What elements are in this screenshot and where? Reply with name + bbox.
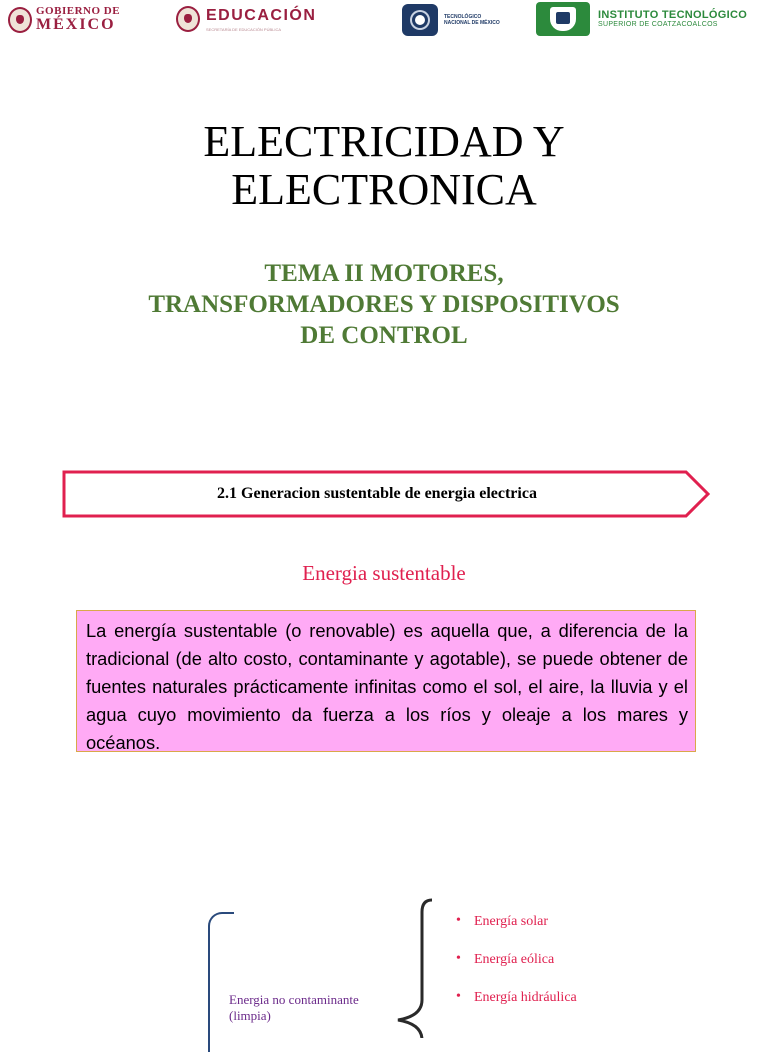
energy-heading: Energia sustentable <box>302 561 466 585</box>
bullet-icon: • <box>456 989 461 1004</box>
gobierno-de-mexico-logo <box>8 6 120 33</box>
tecnm-line1: TECNOLÓGICO <box>444 13 482 20</box>
title-line1: ELECTRICIDAD Y <box>203 117 565 166</box>
section-banner <box>62 470 712 518</box>
eagle-emblem-icon <box>8 7 32 33</box>
gear-emblem-icon <box>402 4 438 36</box>
energy-classification-diagram <box>0 880 768 1024</box>
energy-type-hidraulica: Energía hidráulica <box>474 990 577 1005</box>
left-brace-icon <box>392 898 436 1038</box>
itesco-line1: INSTITUTO TECNOLÓGICO <box>598 8 748 21</box>
itesco-logo <box>536 2 747 36</box>
bullet-icon: • <box>456 951 461 966</box>
subtitle-line3: DE CONTROL <box>300 322 468 349</box>
logo-header <box>0 0 768 40</box>
title-line2: ELECTRONICA <box>231 165 537 214</box>
clean-energy-label: Energia no contaminante (limpia) <box>229 992 359 1023</box>
energy-types-list <box>456 914 577 1028</box>
bullet-icon: • <box>456 913 461 928</box>
page-title <box>0 118 768 214</box>
eagle-emblem-icon <box>176 6 200 32</box>
shield-emblem-icon <box>536 2 590 36</box>
topic-subtitle <box>0 258 768 351</box>
subtitle-line1: TEMA II MOTORES, <box>264 260 504 287</box>
definition-box: La energía sustentable (o renovable) es aquella que, a diferencia de la tradicional (de alto costo, contaminante y agotable), se puede obtener de fuentes naturales prácticamente infinitas como el sol, el aire, la lluvia y el agua cuyo movimiento da fuerza a los ríos y oleaje a los mares y océanos. <box>76 610 696 752</box>
gobierno-line1: GOBIERNO DE <box>36 5 121 17</box>
itesco-line2: SUPERIOR DE COATZACOALCOS <box>598 21 718 29</box>
list-item <box>456 990 577 1006</box>
list-item <box>456 914 577 930</box>
subtitle-line2: TRANSFORMADORES Y DISPOSITIVOS <box>148 291 620 318</box>
outer-bracket <box>208 912 234 1052</box>
gobierno-line2: MÉXICO <box>36 16 116 33</box>
list-item <box>456 952 577 968</box>
educacion-title: EDUCACIÓN <box>206 6 317 24</box>
educacion-logo <box>176 6 316 32</box>
energy-type-solar: Energía solar <box>474 914 548 929</box>
educacion-subtitle: SECRETARÍA DE EDUCACIÓN PÚBLICA <box>206 26 282 32</box>
tecnm-logo <box>402 4 500 36</box>
energy-type-eolica: Energía eólica <box>474 952 555 967</box>
section-label: 2.1 Generacion sustentable de energia electrica <box>217 485 537 502</box>
tecnm-line2: NACIONAL DE MÉXICO <box>444 20 500 26</box>
